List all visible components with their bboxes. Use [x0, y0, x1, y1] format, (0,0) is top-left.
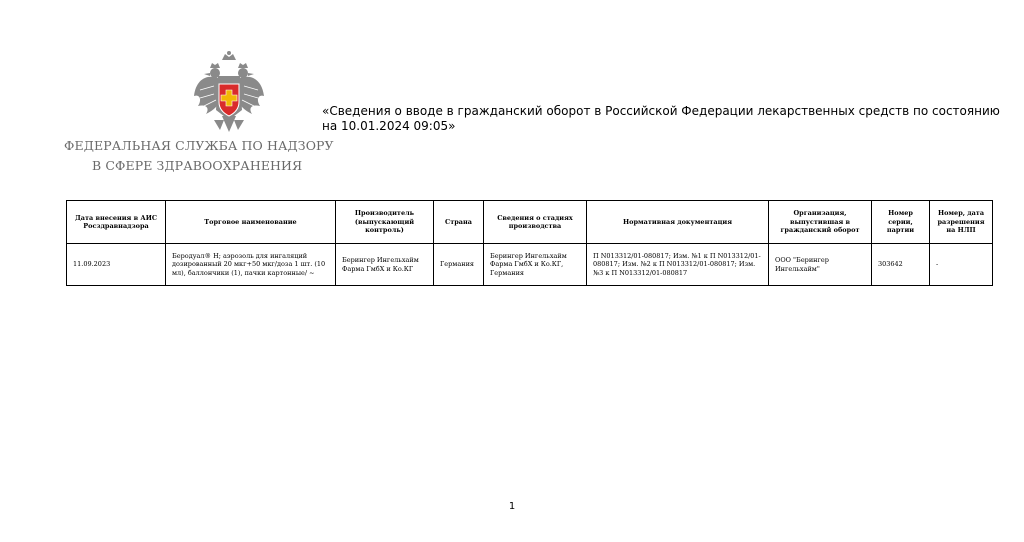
report-title: «Сведения о вводе в гражданский оборот в Российской Федерации лекарственных средств по состоянию на 10.01.2024 09:05»	[322, 104, 1000, 133]
double-headed-eagle-emblem-icon	[192, 50, 266, 134]
table-header-row	[67, 201, 993, 244]
cell-trade-name: Беродуал® Н; аэрозоль для ингаляций дозированный 20 мкг+50 мкг/доза 1 шт. (10 мл), баллончики (1), пачки картонные/ ~	[166, 244, 336, 286]
col-date-header: Дата внесения в АИС Росздравнадзора	[67, 201, 166, 244]
col-stages-header: Сведения о стадиях производства	[484, 201, 587, 244]
page-number: 1	[508, 501, 516, 512]
col-trade-name-header: Торговое наименование	[166, 201, 336, 244]
cell-organization: ООО "Берингер Ингельхайм"	[769, 244, 872, 286]
cell-documentation: П N013312/01-080817; Изм. №1 к П N013312/01-080817; Изм. №2 к П N013312/01-080817; Изм. №3 к П N013312/01-080817	[587, 244, 769, 286]
col-series-header: Номер серии, партии	[872, 201, 930, 244]
cell-series: 303642	[872, 244, 930, 286]
roszdravnadzor-logo	[60, 50, 334, 180]
col-documentation-header: Нормативная документация	[587, 201, 769, 244]
org-name-line2: В СФЕРЕ ЗДРАВООХРАНЕНИЯ	[92, 158, 303, 173]
col-organization-header: Организация, выпустившая в гражданский оборот	[769, 201, 872, 244]
col-manufacturer-header: Производитель (выпускающий контроль)	[336, 201, 434, 244]
cell-stages: Берингер Ингельхайм Фарма ГмбХ и Ко.КГ, Германия	[484, 244, 587, 286]
cell-date: 11.09.2023	[67, 244, 166, 286]
org-name-line1: ФЕДЕРАЛЬНАЯ СЛУЖБА ПО НАДЗОРУ	[64, 138, 334, 153]
cell-country: Германия	[434, 244, 484, 286]
table-row	[67, 244, 993, 286]
col-country-header: Страна	[434, 201, 484, 244]
col-permit-header: Номер, дата разрешения на НЛП	[930, 201, 993, 244]
cell-permit: -	[930, 244, 993, 286]
cell-manufacturer: Берингер Ингельхайм Фарма ГмбХ и Ко.КГ	[336, 244, 434, 286]
circulation-table	[66, 200, 993, 286]
